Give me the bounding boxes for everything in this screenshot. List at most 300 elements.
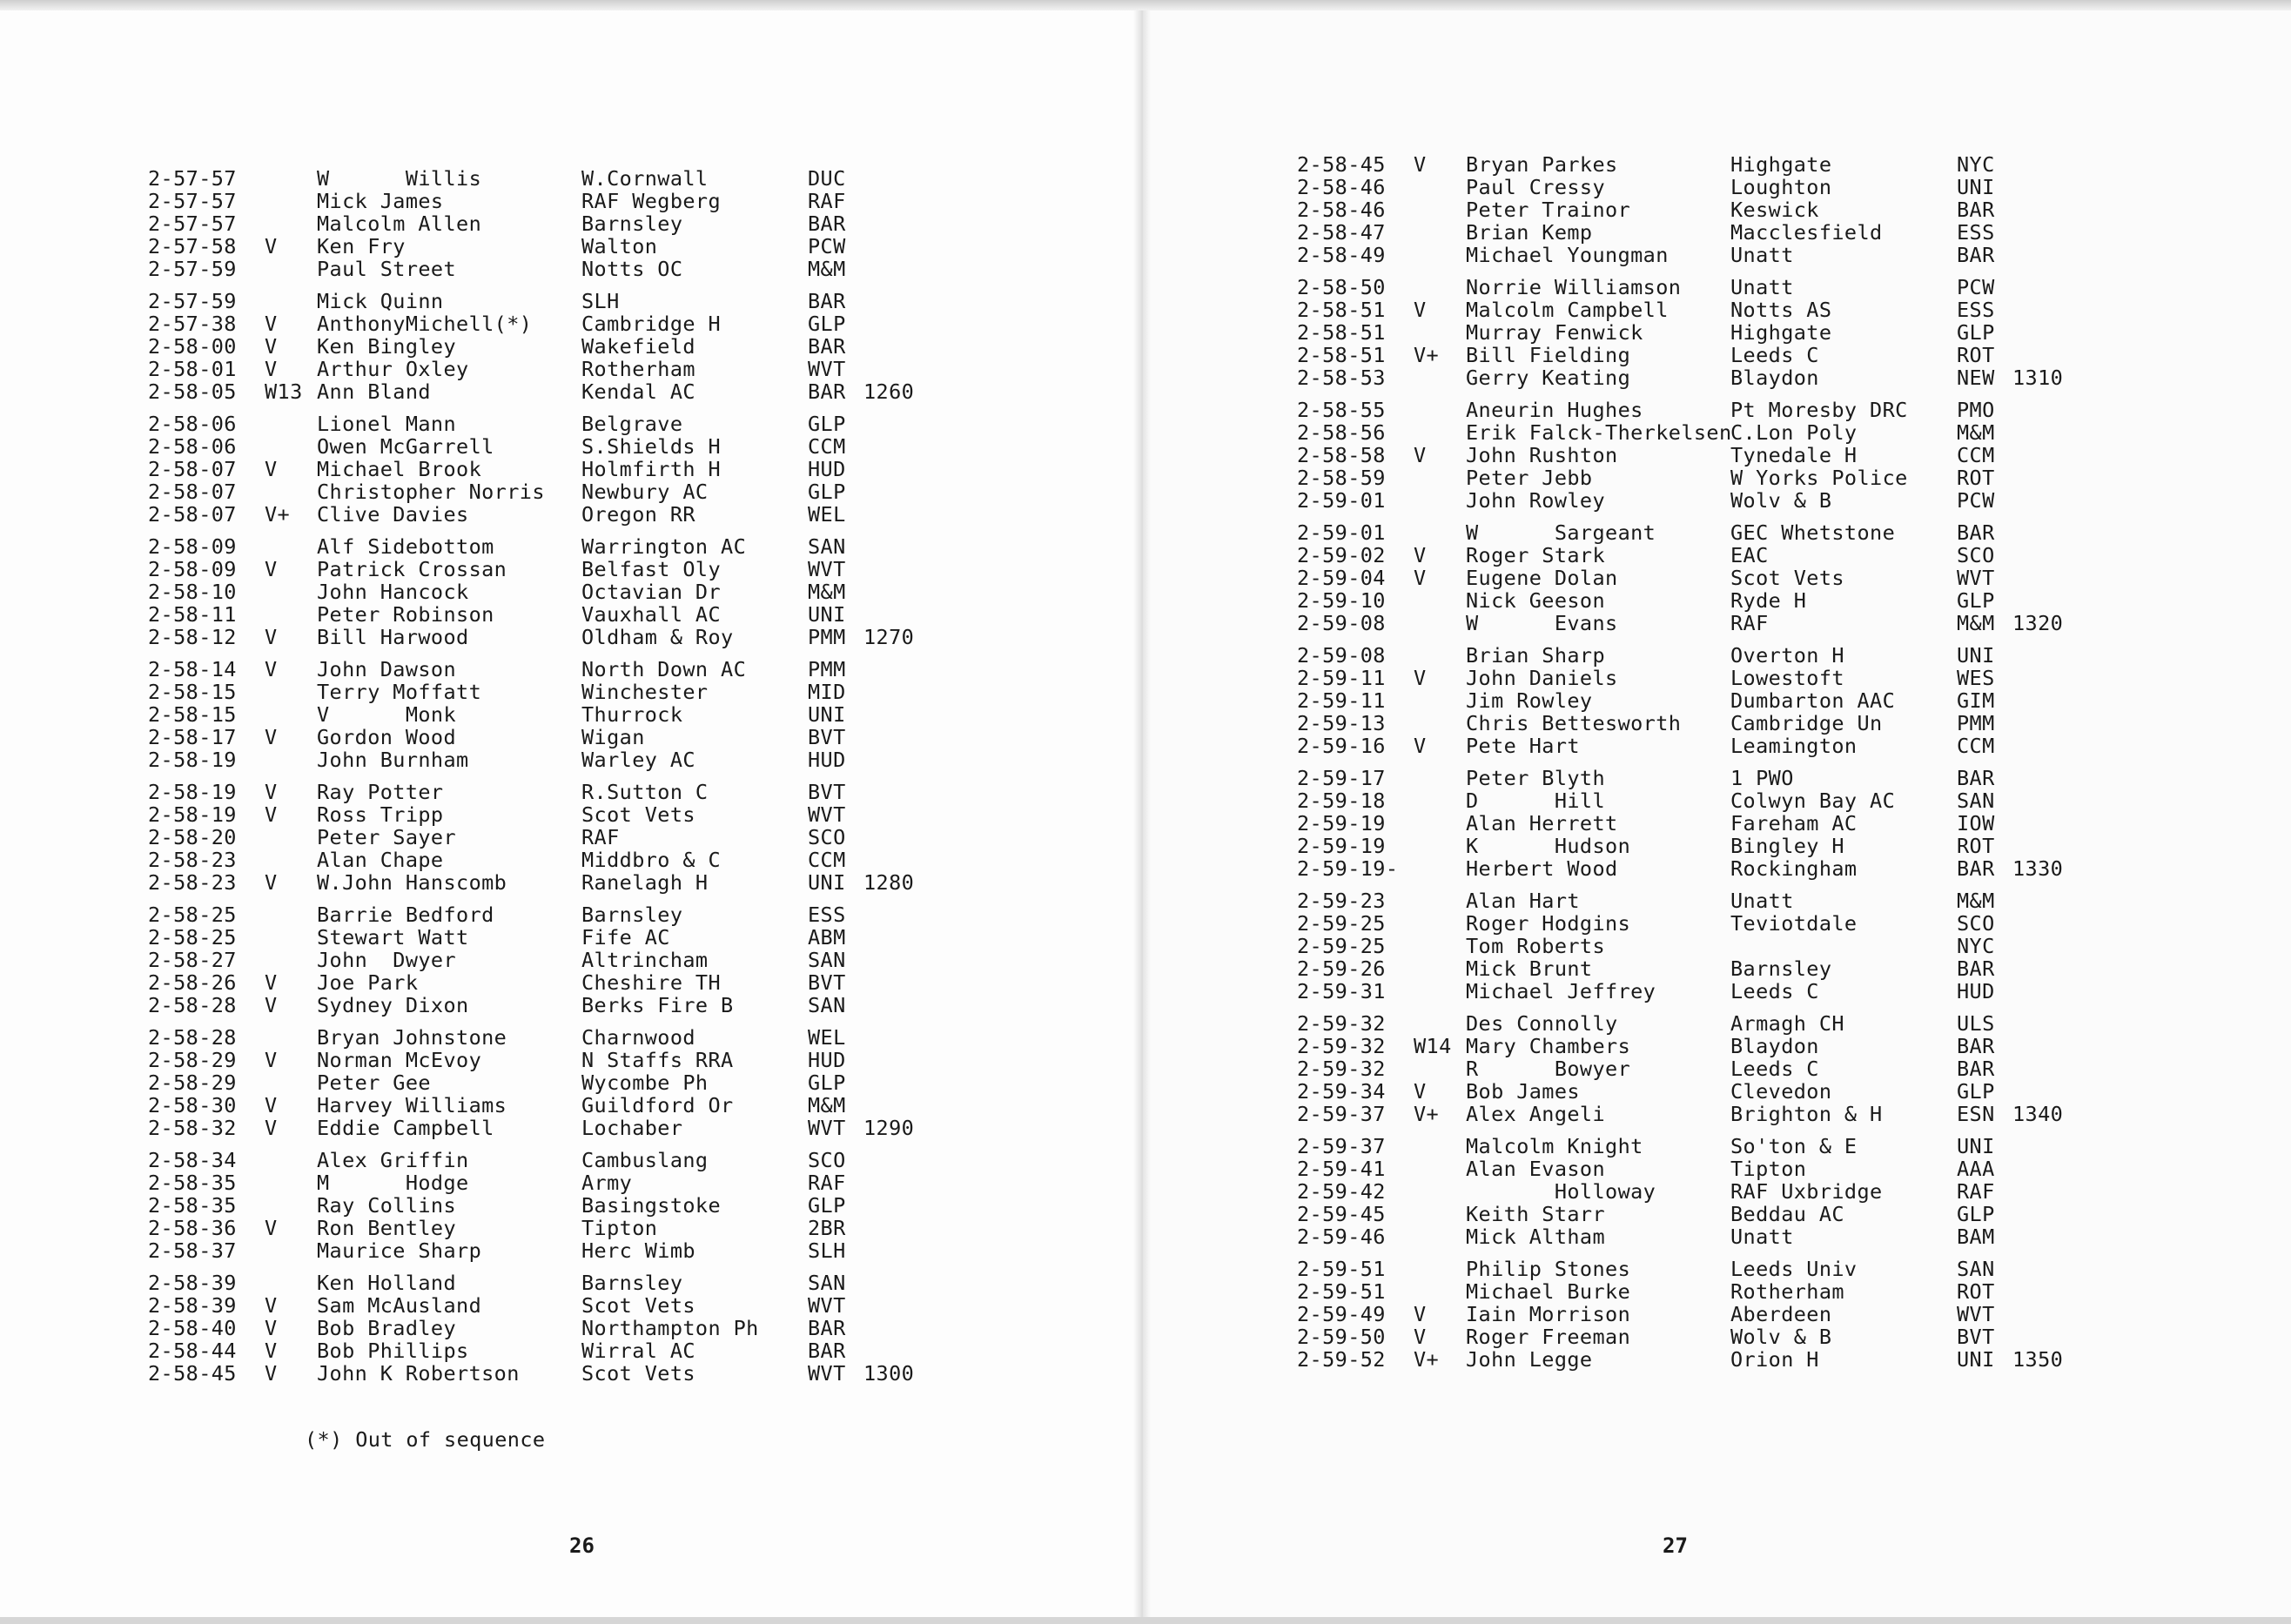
runner-name: Alan Herrett bbox=[1466, 811, 1618, 835]
club-name: Unatt bbox=[1730, 1225, 1794, 1249]
finish-time: 2-57-57 bbox=[148, 211, 237, 236]
finish-time: 2-59-45 bbox=[1297, 1202, 1386, 1226]
finish-time: 2-59-41 bbox=[1297, 1157, 1386, 1181]
finish-time: 2-58-34 bbox=[148, 1148, 237, 1172]
finish-time: 2-59-11 bbox=[1297, 666, 1386, 690]
club-name: Berks Fire B bbox=[581, 993, 734, 1017]
club-name: Dumbarton AAC bbox=[1730, 688, 1896, 713]
finish-time: 2-58-45 bbox=[1297, 152, 1386, 177]
runner-name: Roger Hodgins bbox=[1466, 911, 1631, 936]
category-flag: V bbox=[265, 780, 278, 804]
finish-time: 2-58-10 bbox=[148, 580, 237, 604]
team-code: WVT bbox=[808, 1293, 846, 1318]
runner-name: Brian Kemp bbox=[1466, 220, 1593, 245]
club-name: Bingley H bbox=[1730, 834, 1844, 858]
finish-time: 2-57-38 bbox=[148, 312, 237, 336]
finish-time: 2-58-53 bbox=[1297, 366, 1386, 390]
category-flag: V bbox=[1414, 734, 1427, 758]
team-code: BAM bbox=[1957, 1225, 1995, 1249]
category-flag: V bbox=[265, 993, 278, 1017]
finish-time: 2-58-28 bbox=[148, 1025, 237, 1050]
category-flag: V bbox=[265, 1339, 278, 1363]
finish-time: 2-58-07 bbox=[148, 502, 237, 527]
team-code: PCW bbox=[808, 234, 846, 258]
runner-name: V Monk bbox=[317, 702, 457, 727]
team-code: SAN bbox=[1957, 789, 1995, 813]
club-name: Herc Wimb bbox=[581, 1238, 695, 1263]
finish-time: 2-58-50 bbox=[1297, 275, 1386, 299]
finish-time: 2-58-14 bbox=[148, 657, 237, 681]
runner-name: Barrie Bedford bbox=[317, 903, 494, 927]
category-flag: V bbox=[265, 312, 278, 336]
team-code: UNI bbox=[808, 602, 846, 627]
club-name: Highgate bbox=[1730, 320, 1832, 345]
finish-time: 2-58-36 bbox=[148, 1216, 237, 1240]
team-code: SCO bbox=[808, 1148, 846, 1172]
club-name: RAF bbox=[581, 825, 620, 849]
club-name: Kendal AC bbox=[581, 379, 695, 404]
runner-name: Bill Fielding bbox=[1466, 343, 1631, 367]
runner-name: Peter Gee bbox=[317, 1070, 431, 1095]
finish-time: 2-58-05 bbox=[148, 379, 237, 404]
club-name: Brighton & H bbox=[1730, 1102, 1883, 1126]
runner-name: Bryan Parkes bbox=[1466, 152, 1618, 177]
finish-time: 2-59-26 bbox=[1297, 956, 1386, 981]
finish-time: 2-58-40 bbox=[148, 1316, 237, 1340]
team-code: UNI bbox=[1957, 1347, 1995, 1372]
finish-time: 2-59-37 bbox=[1297, 1102, 1386, 1126]
runner-name: Michael Burke bbox=[1466, 1279, 1631, 1304]
finish-time: 2-58-12 bbox=[148, 625, 237, 649]
runner-name: Bob Bradley bbox=[317, 1316, 457, 1340]
finish-time: 2-58-29 bbox=[148, 1070, 237, 1095]
category-flag: V bbox=[1414, 443, 1427, 467]
finish-time: 2-59-23 bbox=[1297, 889, 1386, 913]
club-name: Rockingham bbox=[1730, 856, 1858, 881]
club-name: Northampton Ph bbox=[581, 1316, 759, 1340]
category-flag: V bbox=[265, 1093, 278, 1117]
finish-time: 2-58-51 bbox=[1297, 320, 1386, 345]
team-code: M&M bbox=[808, 1093, 846, 1117]
club-name: 1 PWO bbox=[1730, 766, 1794, 790]
club-name: Wigan bbox=[581, 725, 645, 749]
team-code: CCM bbox=[808, 848, 846, 872]
finish-time: 2-59-46 bbox=[1297, 1225, 1386, 1249]
runner-name: John Dwyer bbox=[317, 948, 457, 972]
club-name: Aberdeen bbox=[1730, 1302, 1832, 1326]
runner-name: W.John Hanscomb bbox=[317, 870, 507, 895]
runner-name: Tom Roberts bbox=[1466, 934, 1606, 958]
runner-name: Philip Stones bbox=[1466, 1257, 1631, 1281]
finish-time: 2-58-45 bbox=[148, 1361, 237, 1386]
finish-time: 2-59-17 bbox=[1297, 766, 1386, 790]
category-flag: V+ bbox=[1414, 1102, 1440, 1126]
runner-name: D Hill bbox=[1466, 789, 1606, 813]
runner-name: John Dawson bbox=[317, 657, 457, 681]
finish-time: 2-59-01 bbox=[1297, 488, 1386, 513]
team-code: BVT bbox=[808, 725, 846, 749]
category-flag: V bbox=[265, 1116, 278, 1140]
team-code: SLH bbox=[808, 1238, 846, 1263]
finish-time: 2-58-06 bbox=[148, 412, 237, 436]
finish-time: 2-59-32 bbox=[1297, 1011, 1386, 1036]
team-code: BAR bbox=[1957, 198, 1995, 222]
finish-time: 2-59-31 bbox=[1297, 979, 1386, 1003]
team-code: CCM bbox=[1957, 443, 1995, 467]
running-total: 1340 bbox=[2012, 1102, 2064, 1126]
runner-name: Harvey Williams bbox=[317, 1093, 507, 1117]
runner-name: Christopher Norris bbox=[317, 480, 545, 504]
runner-name: Iain Morrison bbox=[1466, 1302, 1631, 1326]
team-code: 2BR bbox=[808, 1216, 846, 1240]
club-name: Belfast Oly bbox=[581, 557, 722, 581]
category-flag: V bbox=[265, 357, 278, 381]
category-flag: V bbox=[265, 870, 278, 895]
club-name: So'ton & E bbox=[1730, 1134, 1858, 1158]
team-code: PMM bbox=[1957, 711, 1995, 735]
club-name: Warrington AC bbox=[581, 534, 747, 559]
club-name: Unatt bbox=[1730, 275, 1794, 299]
runner-name: John Rowley bbox=[1466, 488, 1606, 513]
team-code: ULS bbox=[1957, 1011, 1995, 1036]
runner-name: Des Connolly bbox=[1466, 1011, 1618, 1036]
club-name: Thurrock bbox=[581, 702, 683, 727]
runner-name: K Hudson bbox=[1466, 834, 1631, 858]
team-code: BAR bbox=[808, 1339, 846, 1363]
club-name: Holmfirth H bbox=[581, 457, 722, 481]
team-code: GLP bbox=[1957, 588, 1995, 613]
team-code: NEW bbox=[1957, 366, 1995, 390]
runner-name: Ray Potter bbox=[317, 780, 444, 804]
category-flag: V bbox=[265, 1216, 278, 1240]
team-code: UNI bbox=[1957, 643, 1995, 668]
runner-name: Alan Evason bbox=[1466, 1157, 1606, 1181]
club-name: Blaydon bbox=[1730, 366, 1819, 390]
running-total: 1260 bbox=[863, 379, 915, 404]
club-name: Tipton bbox=[581, 1216, 658, 1240]
club-name: Overton H bbox=[1730, 643, 1844, 668]
runner-name: Ann Bland bbox=[317, 379, 431, 404]
runner-name: Mick Brunt bbox=[1466, 956, 1593, 981]
runner-name: W Sargeant bbox=[1466, 520, 1656, 545]
team-code: GLP bbox=[1957, 320, 1995, 345]
finish-time: 2-59-32 bbox=[1297, 1057, 1386, 1081]
finish-time: 2-58-20 bbox=[148, 825, 237, 849]
club-name: North Down AC bbox=[581, 657, 747, 681]
finish-time: 2-58-39 bbox=[148, 1271, 237, 1295]
team-code: WVT bbox=[808, 557, 846, 581]
finish-time: 2-58-06 bbox=[148, 434, 237, 459]
team-code: GLP bbox=[808, 1193, 846, 1218]
club-name: N Staffs RRA bbox=[581, 1048, 734, 1072]
runner-name: Roger Stark bbox=[1466, 543, 1606, 567]
team-code: RAF bbox=[808, 189, 846, 213]
club-name: Notts AS bbox=[1730, 298, 1832, 322]
club-name: Guildford Or bbox=[581, 1093, 734, 1117]
team-code: ESN bbox=[1957, 1102, 1995, 1126]
club-name: RAF bbox=[1730, 611, 1769, 635]
club-name: Wolv & B bbox=[1730, 488, 1832, 513]
team-code: ROT bbox=[1957, 466, 1995, 490]
runner-name: John Legge bbox=[1466, 1347, 1593, 1372]
club-name: Macclesfield bbox=[1730, 220, 1883, 245]
club-name: Notts OC bbox=[581, 257, 683, 281]
runner-name: Alex Angeli bbox=[1466, 1102, 1606, 1126]
category-flag: V bbox=[265, 725, 278, 749]
team-code: BAR bbox=[808, 211, 846, 236]
finish-time: 2-58-56 bbox=[1297, 420, 1386, 445]
team-code: RAF bbox=[1957, 1179, 1995, 1204]
club-name: Leeds C bbox=[1730, 1057, 1819, 1081]
team-code: SCO bbox=[1957, 543, 1995, 567]
club-name: Tipton bbox=[1730, 1157, 1807, 1181]
finish-time: 2-59-16 bbox=[1297, 734, 1386, 758]
category-flag: V bbox=[1414, 298, 1427, 322]
runner-name: Malcolm Campbell bbox=[1466, 298, 1669, 322]
finish-time: 2-59-51 bbox=[1297, 1257, 1386, 1281]
club-name: Cambridge H bbox=[581, 312, 722, 336]
category-flag: V bbox=[1414, 1325, 1427, 1349]
category-flag: V bbox=[1414, 1079, 1427, 1104]
runner-name: Owen McGarrell bbox=[317, 434, 494, 459]
finish-time: 2-58-25 bbox=[148, 925, 237, 950]
team-code: SCO bbox=[1957, 911, 1995, 936]
club-name: Rotherham bbox=[1730, 1279, 1844, 1304]
runner-name: Lionel Mann bbox=[317, 412, 457, 436]
team-code: ABM bbox=[808, 925, 846, 950]
club-name: Basingstoke bbox=[581, 1193, 722, 1218]
team-code: DUC bbox=[808, 166, 846, 191]
runner-name: Aneurin Hughes bbox=[1466, 398, 1643, 422]
category-flag: V bbox=[265, 802, 278, 827]
runner-name: Brian Sharp bbox=[1466, 643, 1606, 668]
team-code: IOW bbox=[1957, 811, 1995, 835]
category-flag: V+ bbox=[1414, 343, 1440, 367]
team-code: M&M bbox=[1957, 420, 1995, 445]
runner-name: Ken Bingley bbox=[317, 334, 457, 359]
club-name: Keswick bbox=[1730, 198, 1819, 222]
category-flag: V bbox=[265, 970, 278, 995]
runner-name: Joe Park bbox=[317, 970, 419, 995]
team-code: RAF bbox=[808, 1171, 846, 1195]
category-flag: V bbox=[265, 457, 278, 481]
club-name: Ryde H bbox=[1730, 588, 1807, 613]
finish-time: 2-59-49 bbox=[1297, 1302, 1386, 1326]
team-code: PMO bbox=[1957, 398, 1995, 422]
finish-time: 2-58-15 bbox=[148, 680, 237, 704]
team-code: HUD bbox=[808, 748, 846, 772]
club-name: Walton bbox=[581, 234, 658, 258]
runner-name: Arthur Oxley bbox=[317, 357, 469, 381]
team-code: SAN bbox=[808, 1271, 846, 1295]
runner-name: Alex Griffin bbox=[317, 1148, 469, 1172]
finish-time: 2-59-08 bbox=[1297, 643, 1386, 668]
runner-name: Erik Falck-Therkelsen bbox=[1466, 420, 1732, 445]
finish-time: 2-58-32 bbox=[148, 1116, 237, 1140]
team-code: BVT bbox=[808, 970, 846, 995]
club-name: Oregon RR bbox=[581, 502, 695, 527]
running-total: 1300 bbox=[863, 1361, 915, 1386]
team-code: SAN bbox=[1957, 1257, 1995, 1281]
club-name: Orion H bbox=[1730, 1347, 1819, 1372]
finish-time: 2-59-34 bbox=[1297, 1079, 1386, 1104]
runner-name: Eugene Dolan bbox=[1466, 566, 1618, 590]
category-flag: V bbox=[265, 234, 278, 258]
team-code: BAR bbox=[1957, 766, 1995, 790]
runner-name: Gerry Keating bbox=[1466, 366, 1631, 390]
running-total: 1280 bbox=[863, 870, 915, 895]
runner-name: Gordon Wood bbox=[317, 725, 457, 749]
finish-time: 2-58-17 bbox=[148, 725, 237, 749]
team-code: UNI bbox=[1957, 1134, 1995, 1158]
team-code: BAR bbox=[1957, 856, 1995, 881]
team-code: WEL bbox=[808, 502, 846, 527]
club-name: Tynedale H bbox=[1730, 443, 1858, 467]
club-name: Barnsley bbox=[581, 211, 683, 236]
finish-time: 2-58-09 bbox=[148, 534, 237, 559]
team-code: AAA bbox=[1957, 1157, 1995, 1181]
runner-name: John Burnham bbox=[317, 748, 469, 772]
team-code: GIM bbox=[1957, 688, 1995, 713]
finish-time: 2-58-30 bbox=[148, 1093, 237, 1117]
runner-name: Clive Davies bbox=[317, 502, 469, 527]
club-name: Wycombe Ph bbox=[581, 1070, 709, 1095]
category-flag: V bbox=[265, 1293, 278, 1318]
club-name: Pt Moresby DRC bbox=[1730, 398, 1908, 422]
team-code: UNI bbox=[808, 870, 846, 895]
runner-name: AnthonyMichell(*) bbox=[317, 312, 533, 336]
runner-name: Jim Rowley bbox=[1466, 688, 1593, 713]
runner-name: Sam McAusland bbox=[317, 1293, 482, 1318]
club-name: GEC Whetstone bbox=[1730, 520, 1896, 545]
team-code: PCW bbox=[1957, 488, 1995, 513]
finish-time: 2-58-09 bbox=[148, 557, 237, 581]
team-code: GLP bbox=[808, 1070, 846, 1095]
runner-name: W Evans bbox=[1466, 611, 1618, 635]
runner-name: Bob James bbox=[1466, 1079, 1580, 1104]
team-code: BAR bbox=[808, 334, 846, 359]
finish-time: 2-59-25 bbox=[1297, 934, 1386, 958]
club-name: Loughton bbox=[1730, 175, 1832, 199]
team-code: ROT bbox=[1957, 1279, 1995, 1304]
team-code: PMM bbox=[808, 625, 846, 649]
running-total: 1310 bbox=[2012, 366, 2064, 390]
team-code: BAR bbox=[1957, 1057, 1995, 1081]
team-code: HUD bbox=[1957, 979, 1995, 1003]
runner-name: Mick James bbox=[317, 189, 444, 213]
runner-name: Michael Brook bbox=[317, 457, 482, 481]
team-code: M&M bbox=[808, 580, 846, 604]
finish-time: 2-57-59 bbox=[148, 257, 237, 281]
runner-name: Michael Youngman bbox=[1466, 243, 1669, 267]
running-total: 1320 bbox=[2012, 611, 2064, 635]
runner-name: Mick Quinn bbox=[317, 289, 444, 313]
team-code: BAR bbox=[808, 1316, 846, 1340]
runner-name: Eddie Campbell bbox=[317, 1116, 494, 1140]
finish-time: 2-58-55 bbox=[1297, 398, 1386, 422]
page-number-right: 27 bbox=[1663, 1533, 1688, 1558]
team-code: BAR bbox=[808, 379, 846, 404]
runner-name: Chris Bettesworth bbox=[1466, 711, 1682, 735]
finish-time: 2-58-19 bbox=[148, 802, 237, 827]
category-flag: V bbox=[1414, 543, 1427, 567]
team-code: M&M bbox=[1957, 611, 1995, 635]
runner-name: John Hancock bbox=[317, 580, 469, 604]
club-name: RAF Wegberg bbox=[581, 189, 722, 213]
runner-name: Keith Starr bbox=[1466, 1202, 1606, 1226]
club-name: Lochaber bbox=[581, 1116, 683, 1140]
team-code: WVT bbox=[808, 802, 846, 827]
runner-name: Norrie Williamson bbox=[1466, 275, 1682, 299]
runner-name: Paul Street bbox=[317, 257, 457, 281]
finish-time: 2-59-04 bbox=[1297, 566, 1386, 590]
left-page bbox=[0, 10, 1142, 1617]
team-code: CCM bbox=[808, 434, 846, 459]
team-code: ROT bbox=[1957, 343, 1995, 367]
finish-time: 2-58-26 bbox=[148, 970, 237, 995]
finish-time: 2-59-18 bbox=[1297, 789, 1386, 813]
team-code: GLP bbox=[808, 480, 846, 504]
runner-name: Ken Holland bbox=[317, 1271, 457, 1295]
team-code: BAR bbox=[1957, 1034, 1995, 1058]
book-gutter bbox=[1133, 10, 1151, 1617]
club-name: Winchester bbox=[581, 680, 709, 704]
runner-name: Peter Blyth bbox=[1466, 766, 1606, 790]
finish-time: 2-58-23 bbox=[148, 870, 237, 895]
finish-time: 2-59-11 bbox=[1297, 688, 1386, 713]
team-code: HUD bbox=[808, 457, 846, 481]
runner-name: Patrick Crossan bbox=[317, 557, 507, 581]
team-code: ESS bbox=[1957, 220, 1995, 245]
finish-time: 2-59-19 bbox=[1297, 811, 1386, 835]
team-code: GLP bbox=[1957, 1202, 1995, 1226]
club-name: Leamington bbox=[1730, 734, 1858, 758]
finish-time: 2-58-46 bbox=[1297, 198, 1386, 222]
runner-name: Peter Robinson bbox=[317, 602, 494, 627]
finish-time: 2-59-50 bbox=[1297, 1325, 1386, 1349]
finish-time: 2-59-51 bbox=[1297, 1279, 1386, 1304]
runner-name: John Daniels bbox=[1466, 666, 1618, 690]
club-name: Octavian Dr bbox=[581, 580, 722, 604]
finish-time: 2-59-52 bbox=[1297, 1347, 1386, 1372]
finish-time: 2-58-49 bbox=[1297, 243, 1386, 267]
finish-time: 2-58-11 bbox=[148, 602, 237, 627]
runner-name: Terry Moffatt bbox=[317, 680, 482, 704]
runner-name: R Bowyer bbox=[1466, 1057, 1631, 1081]
finish-time: 2-57-59 bbox=[148, 289, 237, 313]
runner-name: Nick Geeson bbox=[1466, 588, 1606, 613]
finish-time: 2-59-42 bbox=[1297, 1179, 1386, 1204]
finish-time: 2-58-59 bbox=[1297, 466, 1386, 490]
runner-name: Alf Sidebottom bbox=[317, 534, 494, 559]
runner-name: Alan Chape bbox=[317, 848, 444, 872]
category-flag: V bbox=[1414, 666, 1427, 690]
runner-name: Holloway bbox=[1466, 1179, 1656, 1204]
category-flag: V bbox=[265, 557, 278, 581]
club-name: Newbury AC bbox=[581, 480, 709, 504]
finish-time: 2-58-25 bbox=[148, 903, 237, 927]
team-code: PCW bbox=[1957, 275, 1995, 299]
runner-name: Maurice Sharp bbox=[317, 1238, 482, 1263]
team-code: SAN bbox=[808, 993, 846, 1017]
finish-time: 2-57-58 bbox=[148, 234, 237, 258]
team-code: SAN bbox=[808, 534, 846, 559]
club-name: Unatt bbox=[1730, 889, 1794, 913]
club-name: EAC bbox=[1730, 543, 1769, 567]
club-name: Armagh CH bbox=[1730, 1011, 1844, 1036]
finish-time: 2-58-19 bbox=[148, 780, 237, 804]
team-code: WVT bbox=[808, 1116, 846, 1140]
